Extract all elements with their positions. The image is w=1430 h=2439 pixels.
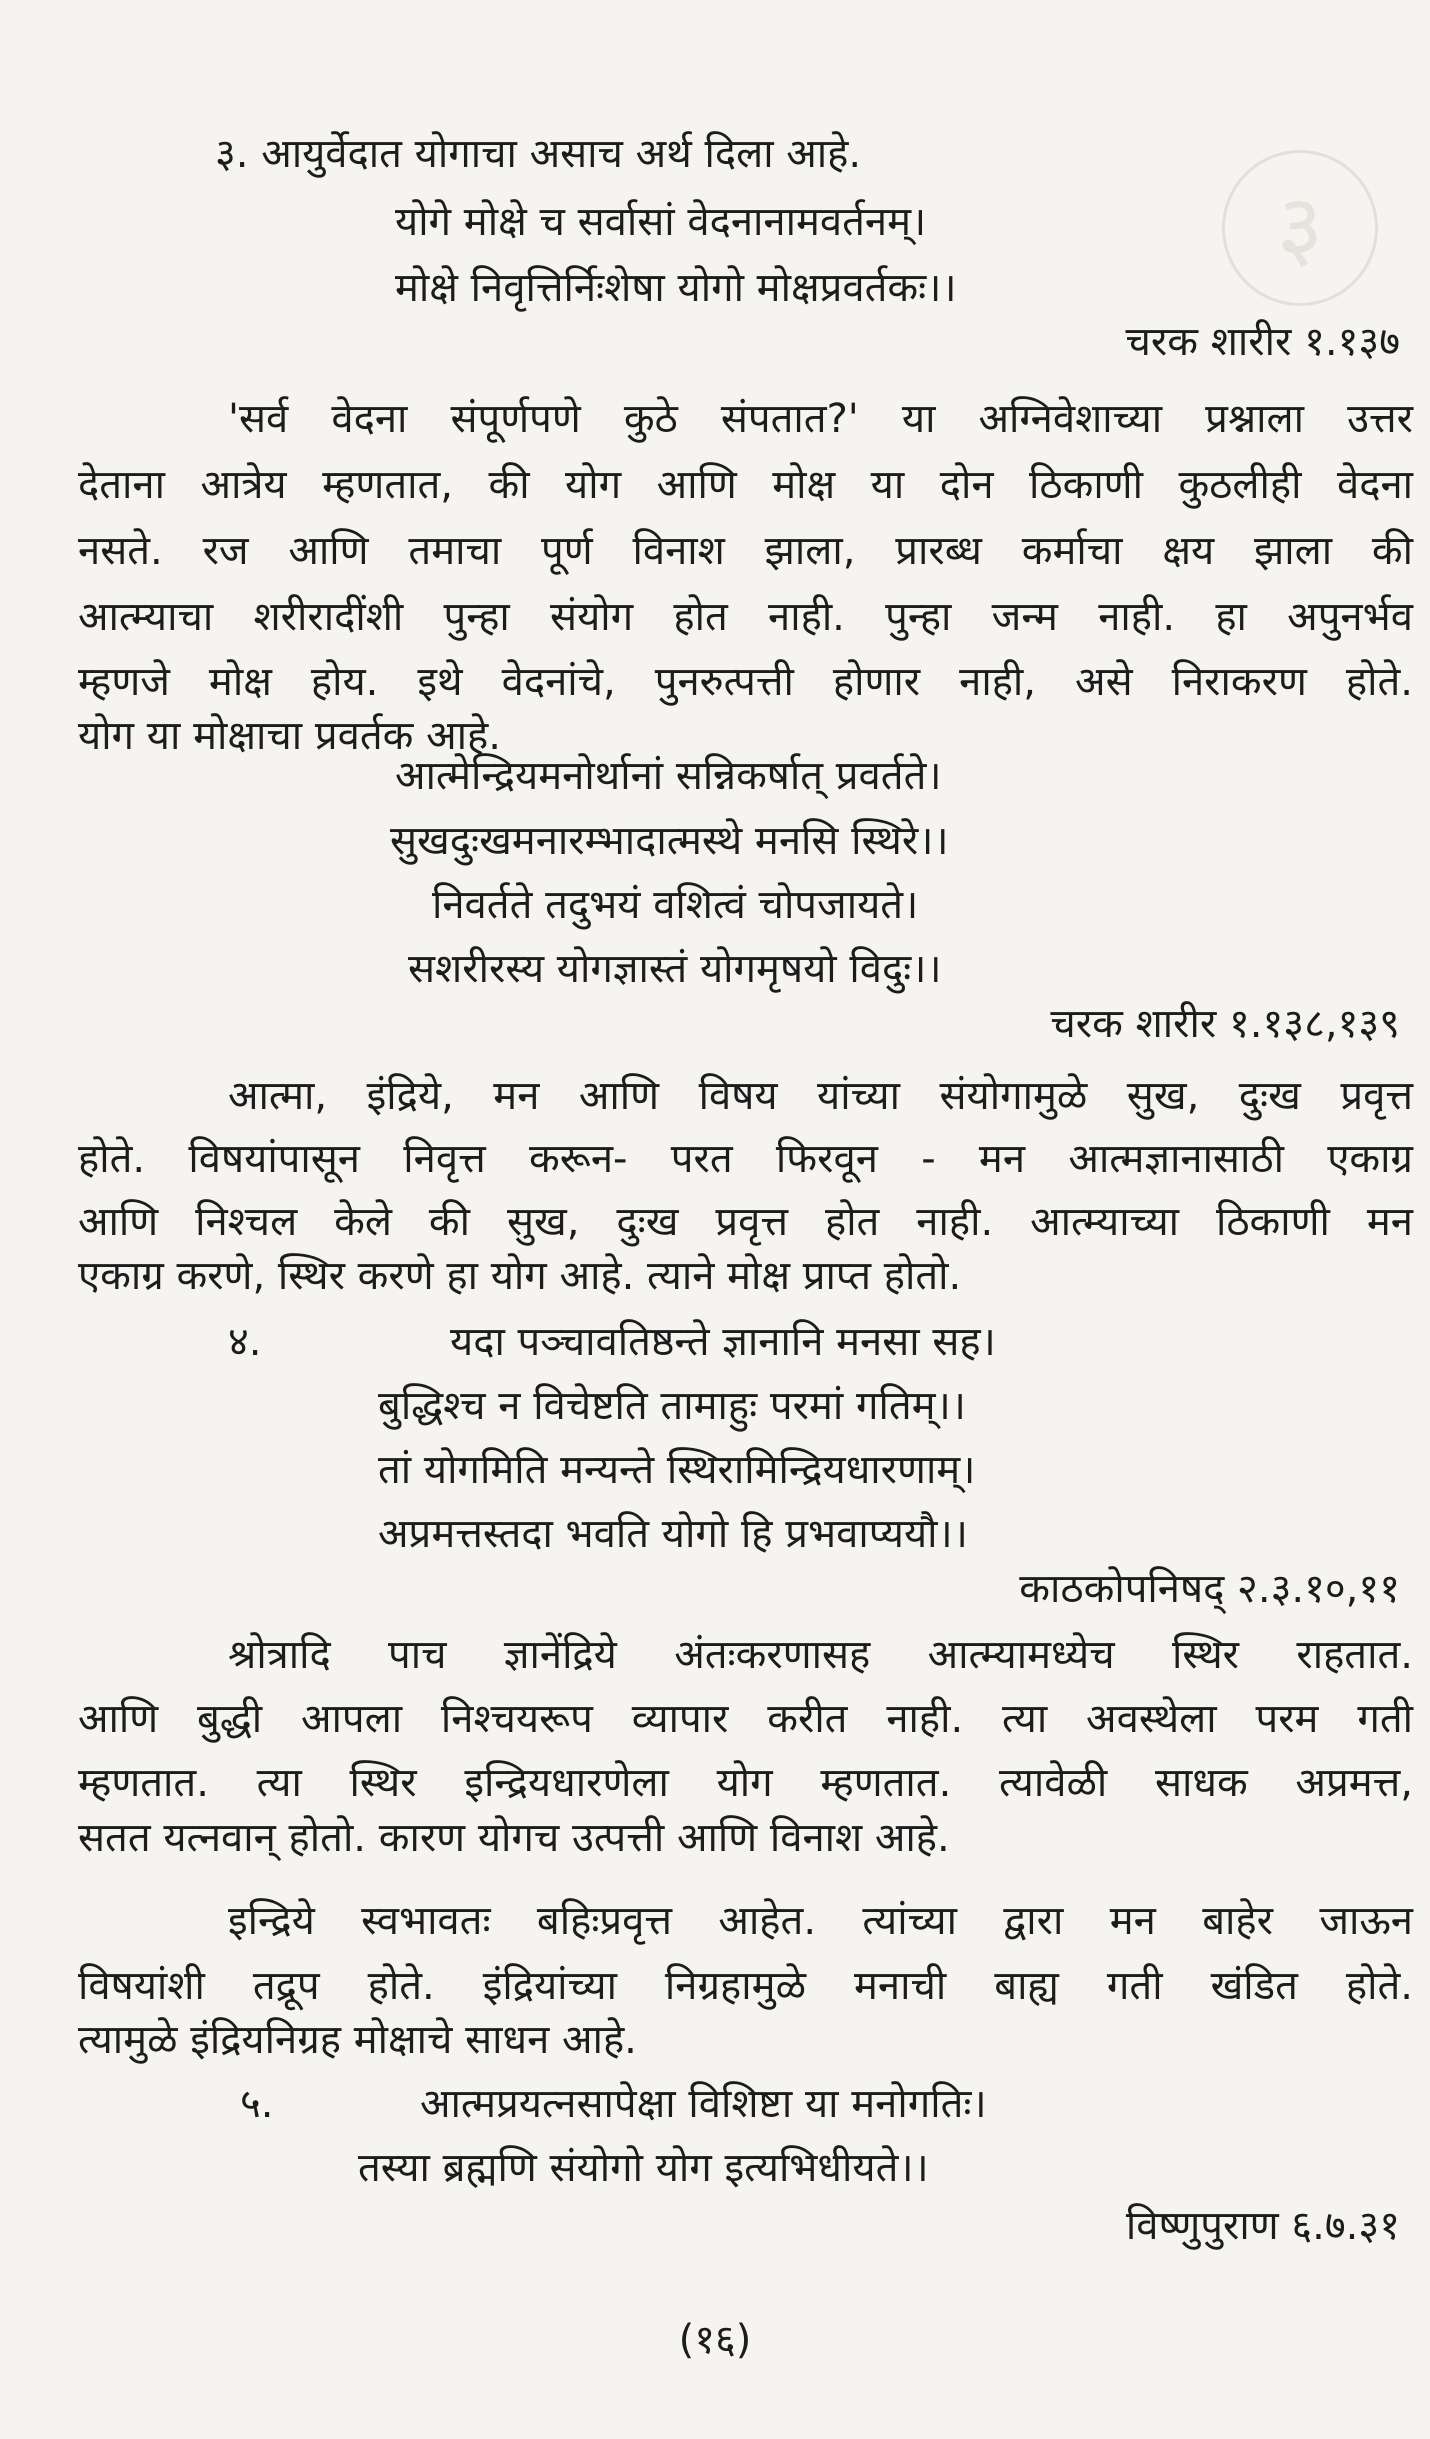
- paragraph-line: त्यामुळे इंद्रियनिग्रह मोक्षाचे साधन आहे.: [78, 2017, 637, 2063]
- bleed-through-seal: ३: [1222, 150, 1378, 306]
- paragraph-line: विषयांशी तद्रूप होते. इंद्रियांच्या निग्रहामुळे मनाची बाह्य गती खंडित होते.: [78, 1963, 1413, 2009]
- verse-line: सशरीरस्य योगज्ञास्तं योगमृषयो विदुः।।: [408, 946, 942, 992]
- section-5-number: ५.: [240, 2081, 274, 2127]
- paragraph-line: म्हणतात. त्या स्थिर इन्द्रियधारणेला योग म्हणतात. त्यावेळी साधक अप्रमत्त,: [78, 1760, 1413, 1806]
- page-number: (१६): [678, 2317, 752, 2363]
- verse-line: तां योगमिति मन्यन्ते स्थिरामिन्द्रियधारणाम्।: [378, 1447, 976, 1493]
- reference: चरक शारीर १.१३८,१३९: [1050, 1001, 1400, 1047]
- verse-line: बुद्धिश्च न विचेष्टति तामाहुः परमां गतिम्।।: [378, 1383, 966, 1429]
- verse-line: निवर्तते तदुभयं वशित्वं चोपजायते।: [432, 882, 919, 928]
- paragraph-line: आणि निश्चल केले की सुख, दुःख प्रवृत्त होत नाही. आत्म्याच्या ठिकाणी मन: [78, 1199, 1413, 1245]
- verse-line: यदा पञ्चावतिष्ठन्ते ज्ञानानि मनसा सह।: [450, 1319, 996, 1365]
- verse-line: तस्या ब्रह्मणि संयोगो योग इत्यभिधीयते।।: [358, 2145, 929, 2191]
- paragraph-line: 'सर्व वेदना संपूर्णपणे कुठे संपतात?' या अग्निवेशाच्या प्रश्नाला उत्तर: [228, 396, 1413, 442]
- paragraph-line: आणि बुद्धी आपला निश्चयरूप व्यापार करीत नाही. त्या अवस्थेला परम गती: [78, 1696, 1413, 1742]
- paragraph-line: इन्द्रिये स्वभावतः बहिःप्रवृत्त आहेत. त्यांच्या द्वारा मन बाहेर जाऊन: [228, 1898, 1413, 1944]
- paragraph-line: आत्म्याचा शरीरादींशी पुन्हा संयोग होत नाही. पुन्हा जन्म नाही. हा अपुनर्भव: [78, 594, 1413, 640]
- paragraph-line: देताना आत्रेय म्हणतात, की योग आणि मोक्ष या दोन ठिकाणी कुठलीही वेदना: [78, 462, 1413, 508]
- paragraph-line: योग या मोक्षाचा प्रवर्तक आहे.: [78, 713, 501, 759]
- paragraph-line: म्हणजे मोक्ष होय. इथे वेदनांचे, पुनरुत्पत्ती होणार नाही, असे निराकरण होते.: [78, 659, 1413, 705]
- paragraph-line: एकाग्र करणे, स्थिर करणे हा योग आहे. त्याने मोक्ष प्राप्त होतो.: [78, 1253, 962, 1299]
- verse-line: अप्रमत्तस्तदा भवति योगो हि प्रभवाप्ययौ।।: [378, 1511, 968, 1557]
- paragraph-line: होते. विषयांपासून निवृत्त करून- परत फिरवून - मन आत्मज्ञानासाठी एकाग्र: [78, 1136, 1413, 1182]
- verse-line: योगे मोक्षे च सर्वासां वेदनानामवर्तनम्।: [395, 199, 927, 245]
- reference: काठकोपनिषद् २.३.१०,११: [1019, 1566, 1400, 1612]
- paragraph-line: आत्मा, इंद्रिये, मन आणि विषय यांच्या संयोगामुळे सुख, दुःख प्रवृत्त: [228, 1073, 1413, 1119]
- paragraph-line: श्रोत्रादि पाच ज्ञानेंद्रिये अंतःकरणासह आत्म्यामध्येच स्थिर राहतात.: [228, 1632, 1413, 1678]
- verse-line: मोक्षे निवृत्तिर्निःशेषा योगो मोक्षप्रवर्तकः।।: [395, 265, 957, 311]
- paragraph-line: नसते. रज आणि तमाचा पूर्ण विनाश झाला, प्रारब्ध कर्माचा क्षय झाला की: [78, 528, 1413, 574]
- verse-line: सुखदुःखमनारम्भादात्मस्थे मनसि स्थिरे।।: [390, 818, 949, 864]
- section-4-number: ४.: [228, 1319, 262, 1365]
- reference: विष्णुपुराण ६.७.३१: [1125, 2203, 1400, 2249]
- reference: चरक शारीर १.१३७: [1125, 319, 1400, 365]
- verse-line: आत्मप्रयत्नसापेक्षा विशिष्टा या मनोगतिः।: [420, 2081, 987, 2127]
- section-3-heading: ३. आयुर्वेदात योगाचा असाच अर्थ दिला आहे.: [215, 131, 862, 177]
- paragraph-line: सतत यत्नवान् होतो. कारण योगच उत्पत्ती आणि विनाश आहे.: [78, 1815, 950, 1861]
- verse-line: आत्मेन्द्रियमनोर्थानां सन्निकर्षात् प्रवर्तते।: [395, 753, 942, 799]
